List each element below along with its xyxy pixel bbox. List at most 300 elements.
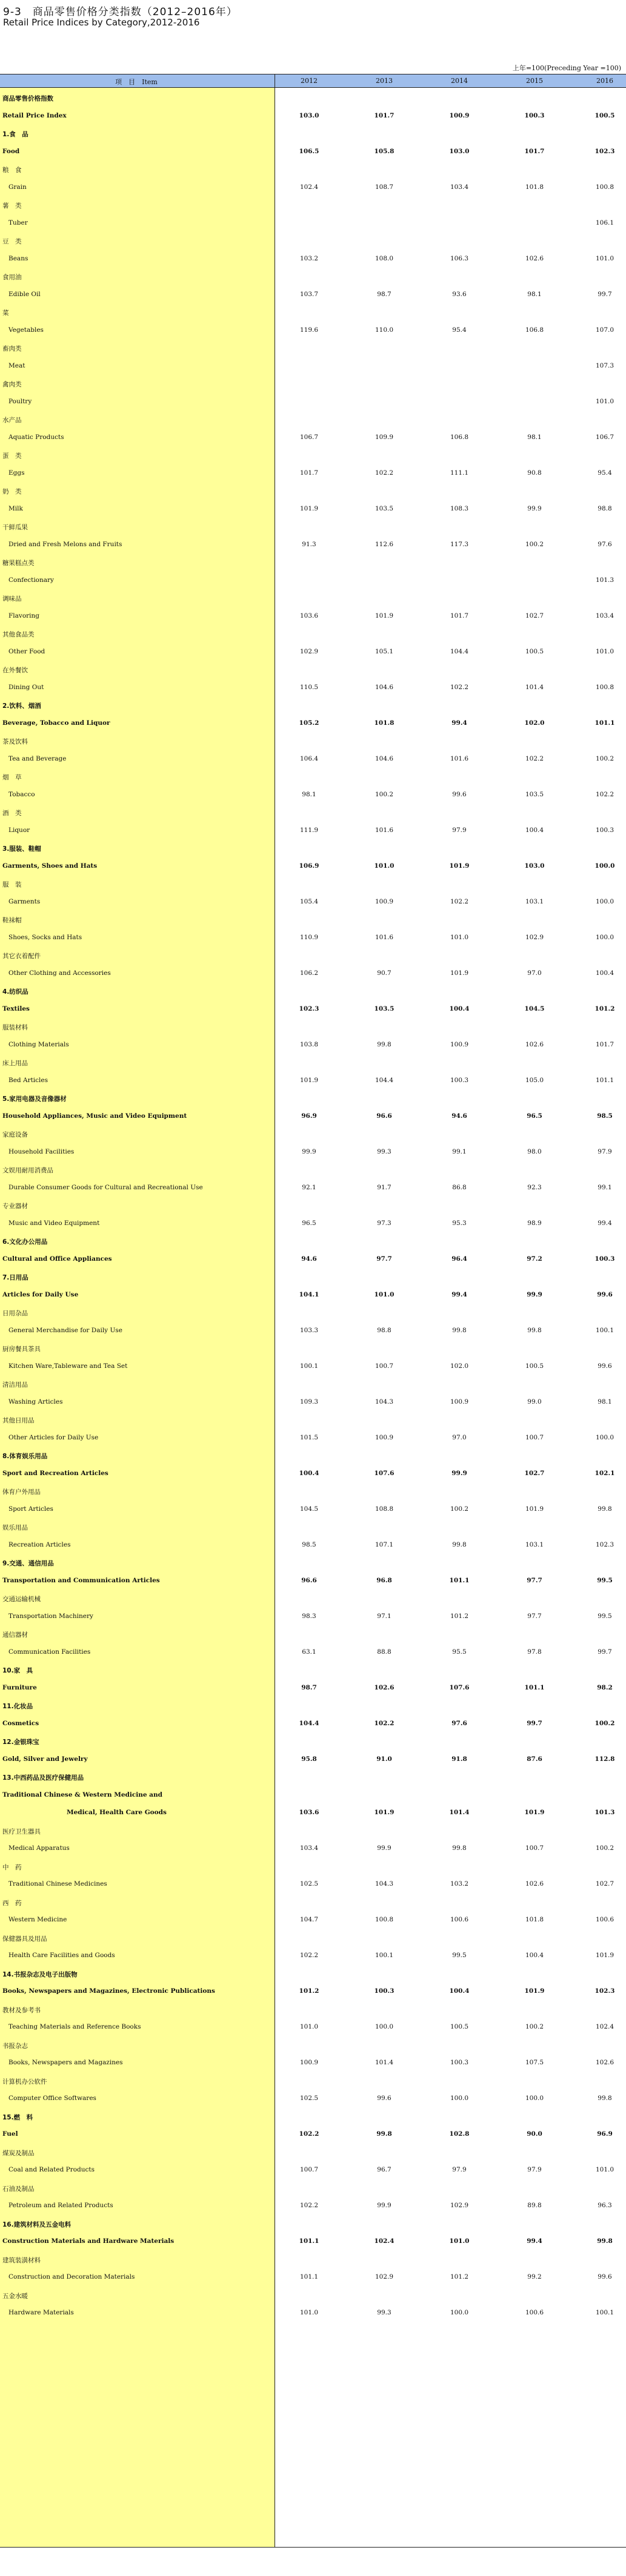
cell-value: 100.5 bbox=[594, 111, 615, 119]
header-year-2013: 2013 bbox=[376, 77, 393, 85]
cell-value: 103.3 bbox=[299, 1326, 319, 1334]
cell-value: 102.2 bbox=[450, 683, 469, 691]
row-label-en: Computer Office Softwares bbox=[8, 2095, 96, 2102]
cell-value: 98.8 bbox=[377, 1326, 391, 1334]
cell-value: 100.1 bbox=[375, 1952, 394, 1959]
row-label-en: Meat bbox=[8, 362, 25, 369]
table-row bbox=[0, 1664, 626, 1676]
row-label-en: Bed Articles bbox=[8, 1076, 48, 1084]
row-label-en: Clothing Materials bbox=[8, 1040, 69, 1048]
cell-value: 102.6 bbox=[525, 254, 544, 262]
cell-value: 102.3 bbox=[594, 1987, 615, 1995]
table-row bbox=[0, 1003, 626, 1016]
row-label-cn: 调味品 bbox=[2, 595, 22, 603]
row-label-cn: 教材及参考书 bbox=[2, 2006, 41, 2014]
row-label-en: Tea and Beverage bbox=[8, 755, 67, 762]
row-label-cn: 4.纺织品 bbox=[2, 988, 28, 996]
cell-value: 100.9 bbox=[450, 1040, 469, 1048]
row-label-cn: 10.家 具 bbox=[2, 1667, 33, 1674]
table-row bbox=[0, 949, 626, 962]
row-label-en: Grain bbox=[8, 183, 27, 191]
table-row bbox=[0, 2129, 626, 2141]
cell-value: 99.8 bbox=[452, 1326, 467, 1334]
cell-value: 106.4 bbox=[299, 755, 319, 762]
table-row bbox=[0, 682, 626, 694]
row-label-cn: 清洁用品 bbox=[2, 1381, 28, 1389]
cell-value: 100.3 bbox=[374, 1987, 395, 1995]
row-label-en: Furniture bbox=[2, 1683, 37, 1691]
cell-value: 102.6 bbox=[595, 2059, 614, 2066]
table-row bbox=[0, 1735, 626, 1748]
row-label-en: Garments, Shoes and Hats bbox=[2, 862, 98, 870]
header-year-2012: 2012 bbox=[301, 77, 318, 85]
table-row bbox=[0, 432, 626, 444]
cell-value: 96.3 bbox=[598, 2202, 612, 2209]
row-label-cn: 文娱用耐用消费品 bbox=[2, 1167, 53, 1174]
table-row bbox=[0, 2290, 626, 2302]
cell-value: 100.4 bbox=[525, 1952, 544, 1959]
cell-value: 96.9 bbox=[597, 2130, 613, 2138]
row-label-cn: 煤炭及制品 bbox=[2, 2149, 35, 2157]
row-label-cn: 菜 bbox=[2, 309, 9, 317]
cell-value: 100.3 bbox=[594, 1255, 615, 1263]
table-row bbox=[0, 325, 626, 337]
table-row bbox=[0, 110, 626, 122]
cell-value: 99.4 bbox=[451, 719, 467, 727]
row-label-cn: 医疗卫生器具 bbox=[2, 1828, 41, 1835]
table-row bbox=[0, 2254, 626, 2266]
cell-value: 100.3 bbox=[450, 1076, 469, 1084]
cell-value: 97.6 bbox=[451, 1719, 467, 1727]
cell-value: 112.8 bbox=[594, 1755, 615, 1763]
row-label-cn: 服装材料 bbox=[2, 1024, 28, 1031]
table-row bbox=[0, 1092, 626, 1105]
cell-value: 103.2 bbox=[299, 254, 319, 262]
table-row bbox=[0, 342, 626, 354]
cell-value: 101.0 bbox=[299, 2023, 319, 2030]
cell-value: 91.0 bbox=[376, 1755, 392, 1763]
table-row bbox=[0, 753, 626, 765]
cell-value: 107.3 bbox=[595, 362, 614, 369]
row-label-en: Beans bbox=[8, 254, 28, 262]
cell-value: 105.8 bbox=[374, 147, 395, 155]
cell-value: 102.6 bbox=[525, 1880, 544, 1887]
cell-value: 101.1 bbox=[449, 1576, 470, 1584]
row-label-en: Food bbox=[2, 147, 20, 155]
table-row bbox=[0, 1914, 626, 1926]
table-row bbox=[0, 396, 626, 408]
row-label-en: Traditional Chinese & Western Medicine and bbox=[2, 1791, 162, 1798]
row-label-en: Cosmetics bbox=[2, 1719, 39, 1727]
cell-value: 94.6 bbox=[451, 1112, 467, 1120]
cell-value: 108.3 bbox=[450, 504, 469, 512]
row-label-cn: 其他食品类 bbox=[2, 631, 35, 638]
row-label-en: Gold, Silver and Jewelry bbox=[2, 1755, 88, 1763]
table-row bbox=[0, 360, 626, 372]
cell-value: 106.7 bbox=[595, 433, 614, 441]
cell-value: 97.6 bbox=[598, 540, 612, 548]
row-label-en: Tobacco bbox=[8, 790, 35, 798]
row-label-en: Cultural and Office Appliances bbox=[2, 1255, 112, 1263]
row-label-cn: 茶及饮料 bbox=[2, 738, 28, 745]
row-label-cn: 15.燃 料 bbox=[2, 2113, 33, 2121]
row-label-en: Dining Out bbox=[8, 683, 44, 691]
row-label-en: Confectionary bbox=[8, 576, 54, 584]
cell-value: 100.0 bbox=[595, 933, 614, 941]
cell-value: 99.6 bbox=[377, 2095, 391, 2102]
cell-value: 102.1 bbox=[594, 1469, 615, 1477]
cell-value: 92.3 bbox=[527, 1183, 542, 1191]
table-row bbox=[0, 842, 626, 854]
cell-value: 91.8 bbox=[451, 1755, 467, 1763]
cell-value: 95.4 bbox=[452, 326, 467, 334]
table-row bbox=[0, 699, 626, 712]
cell-value: 106.5 bbox=[299, 147, 319, 155]
row-label-cn: 通信器材 bbox=[2, 1631, 28, 1639]
row-label-cn: 在外餐饮 bbox=[2, 667, 28, 674]
row-label-cn: 建筑装潢材料 bbox=[2, 2256, 41, 2264]
cell-value: 99.9 bbox=[377, 2202, 391, 2209]
table-row bbox=[0, 1450, 626, 1462]
cell-value: 99.9 bbox=[302, 1148, 316, 1155]
table-row bbox=[0, 1807, 626, 1819]
table-row bbox=[0, 1146, 626, 1158]
row-label-cn: 3.服装、鞋帽 bbox=[2, 845, 41, 853]
cell-value: 99.7 bbox=[527, 1719, 542, 1727]
table-row bbox=[0, 2271, 626, 2284]
table-row bbox=[0, 2200, 626, 2212]
cell-value: 100.2 bbox=[595, 1844, 614, 1852]
cell-value: 90.0 bbox=[527, 2130, 542, 2138]
table-row bbox=[0, 1414, 626, 1426]
cell-value: 101.8 bbox=[374, 719, 395, 727]
row-label-cn: 豆 类 bbox=[2, 238, 22, 245]
table-row bbox=[0, 556, 626, 569]
row-label-cn: 9.交通、通信用品 bbox=[2, 1560, 54, 1567]
cell-value: 100.0 bbox=[450, 2095, 469, 2102]
cell-value: 110.0 bbox=[375, 326, 394, 334]
cell-value: 102.4 bbox=[595, 2023, 614, 2030]
cell-value: 103.1 bbox=[525, 897, 544, 905]
table-row bbox=[0, 771, 626, 783]
cell-value: 102.4 bbox=[374, 2237, 395, 2245]
table-row bbox=[0, 1950, 626, 1962]
cell-value: 99.9 bbox=[377, 1844, 391, 1852]
table-row bbox=[0, 1200, 626, 1212]
table-row bbox=[0, 1075, 626, 1087]
cell-value: 108.8 bbox=[375, 1505, 394, 1513]
row-label-cn: 7.日用品 bbox=[2, 1274, 28, 1281]
cell-value: 101.7 bbox=[374, 111, 395, 119]
row-label-en: Aquatic Products bbox=[8, 433, 64, 441]
table-row bbox=[0, 1628, 626, 1640]
cell-value: 100.0 bbox=[525, 2095, 544, 2102]
cell-value: 102.7 bbox=[595, 1880, 614, 1887]
cell-value: 102.0 bbox=[524, 719, 545, 727]
cell-value: 101.7 bbox=[299, 469, 319, 477]
cell-value: 100.4 bbox=[299, 1469, 319, 1477]
cell-value: 100.5 bbox=[525, 647, 544, 655]
row-label-en: Vegetables bbox=[8, 326, 44, 334]
table-row bbox=[0, 2147, 626, 2159]
row-label-cn: 2.饮料、烟酒 bbox=[2, 702, 41, 710]
cell-value: 107.5 bbox=[525, 2059, 544, 2066]
cell-value: 101.0 bbox=[299, 2309, 319, 2316]
row-label-cn: 家庭设备 bbox=[2, 1131, 28, 1138]
table-row bbox=[0, 896, 626, 908]
cell-value: 119.6 bbox=[299, 326, 319, 334]
row-label-en: Shoes, Socks and Hats bbox=[8, 933, 82, 941]
cell-value: 97.2 bbox=[527, 1255, 542, 1263]
cell-value: 101.1 bbox=[299, 2237, 319, 2245]
table-title-en: Retail Price Indices by Category,2012-2016 bbox=[3, 17, 200, 28]
table-row bbox=[0, 1968, 626, 1980]
cell-value: 102.3 bbox=[595, 1541, 614, 1548]
table-row bbox=[0, 199, 626, 211]
cell-value: 98.1 bbox=[527, 433, 542, 441]
cell-value: 101.9 bbox=[299, 504, 319, 512]
cell-value: 100.4 bbox=[449, 1005, 470, 1012]
table-row bbox=[0, 1039, 626, 1051]
row-label-en: Milk bbox=[8, 504, 23, 512]
cell-value: 101.6 bbox=[375, 826, 394, 834]
cell-value: 100.4 bbox=[525, 826, 544, 834]
table-row bbox=[0, 1861, 626, 1873]
cell-value: 102.2 bbox=[450, 897, 469, 905]
row-label-cn: 奶 类 bbox=[2, 488, 22, 495]
cell-value: 98.9 bbox=[527, 1219, 542, 1227]
cell-value: 105.1 bbox=[375, 647, 394, 655]
row-label-cn: 薯 类 bbox=[2, 202, 22, 210]
cell-value: 100.1 bbox=[595, 2309, 614, 2316]
cell-value: 100.0 bbox=[375, 2023, 394, 2030]
cell-value: 96.5 bbox=[302, 1219, 316, 1227]
cell-value: 100.4 bbox=[595, 969, 614, 977]
cell-value: 99.6 bbox=[452, 790, 467, 798]
row-label-en: Teaching Materials and Reference Books bbox=[8, 2023, 141, 2030]
cell-value: 102.4 bbox=[299, 183, 319, 191]
row-label-en: Transportation and Communication Articles bbox=[2, 1576, 160, 1584]
cell-value: 101.1 bbox=[594, 719, 615, 727]
cell-value: 111.9 bbox=[299, 826, 319, 834]
cell-value: 101.8 bbox=[525, 183, 544, 191]
table-row bbox=[0, 2236, 626, 2248]
header-item: 项 目 Item bbox=[115, 78, 158, 86]
row-label-cn: 12.金银珠宝 bbox=[2, 1739, 39, 1746]
table-row bbox=[0, 503, 626, 515]
cell-value: 99.8 bbox=[598, 1505, 612, 1513]
cell-value: 110.9 bbox=[299, 933, 319, 941]
cell-value: 102.2 bbox=[525, 755, 544, 762]
table-row bbox=[0, 968, 626, 980]
row-label-en: Other Food bbox=[8, 647, 45, 655]
header-year-2014: 2014 bbox=[451, 77, 468, 85]
cell-value: 99.1 bbox=[452, 1148, 467, 1155]
cell-value: 92.1 bbox=[302, 1183, 316, 1191]
cell-value: 101.2 bbox=[450, 1612, 469, 1620]
table-row bbox=[0, 592, 626, 604]
cell-value: 101.6 bbox=[375, 933, 394, 941]
cell-value: 103.4 bbox=[299, 1844, 319, 1852]
cell-value: 101.9 bbox=[299, 1076, 319, 1084]
row-label-cn: 1.食 品 bbox=[2, 131, 28, 138]
table-row bbox=[0, 1878, 626, 1891]
cell-value: 99.8 bbox=[377, 1040, 391, 1048]
cell-value: 104.4 bbox=[375, 1076, 394, 1084]
cell-value: 96.4 bbox=[451, 1255, 467, 1263]
cell-value: 103.1 bbox=[525, 1541, 544, 1548]
table-row bbox=[0, 1932, 626, 1944]
row-label-en: Health Care Facilities and Goods bbox=[8, 1952, 115, 1959]
table-row bbox=[0, 1557, 626, 1569]
cell-value: 98.8 bbox=[598, 504, 612, 512]
cell-value: 99.0 bbox=[527, 1398, 542, 1405]
row-label-en: Washing Articles bbox=[8, 1398, 63, 1405]
cell-value: 106.9 bbox=[299, 862, 319, 870]
table-row bbox=[0, 1396, 626, 1409]
row-label-en: Kitchen Ware,Tableware and Tea Set bbox=[8, 1362, 128, 1370]
cell-value: 103.4 bbox=[450, 183, 469, 191]
table-row bbox=[0, 1789, 626, 1802]
cell-value: 101.2 bbox=[450, 2273, 469, 2280]
table-row bbox=[0, 914, 626, 926]
cell-value: 102.2 bbox=[299, 1952, 319, 1959]
cell-value: 101.1 bbox=[524, 1683, 545, 1691]
cell-value: 97.0 bbox=[527, 969, 542, 977]
cell-value: 104.3 bbox=[375, 1398, 394, 1405]
cell-value: 104.1 bbox=[299, 1290, 319, 1298]
row-label-cn: 保健器具及用品 bbox=[2, 1935, 47, 1943]
cell-value: 100.0 bbox=[594, 862, 615, 870]
cell-value: 101.0 bbox=[450, 933, 469, 941]
cell-value: 101.9 bbox=[375, 612, 394, 619]
cell-value: 101.2 bbox=[299, 1987, 319, 1995]
table-row bbox=[0, 235, 626, 247]
table-row bbox=[0, 2021, 626, 2033]
cell-value: 103.5 bbox=[525, 790, 544, 798]
row-label-cn: 5.家用电器及音像器材 bbox=[2, 1095, 67, 1103]
row-label-en: Western Medicine bbox=[8, 1916, 67, 1923]
cell-value: 100.2 bbox=[375, 790, 394, 798]
cell-value: 98.7 bbox=[377, 290, 391, 298]
cell-value: 101.9 bbox=[449, 862, 470, 870]
table-row bbox=[0, 253, 626, 265]
cell-value: 98.1 bbox=[302, 790, 316, 798]
table-row bbox=[0, 1253, 626, 1266]
cell-value: 99.9 bbox=[527, 1290, 542, 1298]
cell-value: 98.5 bbox=[302, 1541, 316, 1548]
cell-value: 105.2 bbox=[299, 719, 319, 727]
table-row bbox=[0, 92, 626, 104]
row-label-en: Liquor bbox=[8, 826, 30, 834]
cell-value: 95.3 bbox=[452, 1219, 467, 1227]
table-row bbox=[0, 1432, 626, 1444]
cell-value: 98.1 bbox=[598, 1398, 612, 1405]
table-row bbox=[0, 1271, 626, 1283]
cell-value: 103.6 bbox=[299, 1809, 319, 1816]
table-row bbox=[0, 271, 626, 283]
row-label-en: Construction Materials and Hardware Materials bbox=[2, 2237, 175, 2245]
cell-value: 101.8 bbox=[525, 1916, 544, 1923]
cell-value: 103.0 bbox=[449, 147, 470, 155]
cell-value: 100.7 bbox=[375, 1362, 394, 1370]
cell-value: 101.0 bbox=[374, 862, 395, 870]
row-label-cn: 床上用品 bbox=[2, 1060, 28, 1067]
cell-value: 97.9 bbox=[452, 2166, 467, 2173]
table-row bbox=[0, 664, 626, 676]
row-label-en: Coal and Related Products bbox=[8, 2166, 95, 2173]
cell-value: 89.8 bbox=[527, 2202, 542, 2209]
table-row bbox=[0, 718, 626, 730]
cell-value: 117.3 bbox=[450, 540, 469, 548]
table-row bbox=[0, 1611, 626, 1623]
row-label-cn: 服 装 bbox=[2, 881, 22, 888]
cell-value: 109.3 bbox=[299, 1398, 319, 1405]
row-label-cn: 食用油 bbox=[2, 274, 22, 281]
cell-value: 90.8 bbox=[527, 469, 542, 477]
cell-value: 101.5 bbox=[299, 1433, 319, 1441]
rule-header bbox=[0, 87, 626, 88]
cell-value: 97.7 bbox=[376, 1255, 392, 1263]
cell-value: 93.6 bbox=[452, 290, 467, 298]
cell-value: 101.7 bbox=[450, 612, 469, 619]
header-year-2015: 2015 bbox=[526, 77, 543, 85]
cell-value: 103.0 bbox=[524, 862, 545, 870]
cell-value: 101.0 bbox=[449, 2237, 470, 2245]
row-label-en: Recreation Articles bbox=[8, 1541, 71, 1548]
table-row bbox=[0, 610, 626, 623]
cell-value: 100.8 bbox=[595, 183, 614, 191]
cell-value: 111.1 bbox=[450, 469, 469, 477]
cell-value: 104.3 bbox=[375, 1880, 394, 1887]
cell-value: 103.4 bbox=[595, 612, 614, 619]
unit-note: 上年=100(Preceding Year =100) bbox=[512, 64, 621, 72]
cell-value: 102.9 bbox=[299, 647, 319, 655]
row-label-en: Edible Oil bbox=[8, 290, 41, 298]
table-row bbox=[0, 449, 626, 461]
table-row bbox=[0, 2004, 626, 2016]
cell-value: 105.4 bbox=[299, 897, 319, 905]
cell-value: 102.3 bbox=[594, 147, 615, 155]
table-row bbox=[0, 2111, 626, 2123]
cell-value: 101.0 bbox=[595, 2166, 614, 2173]
table-title-cn: 9-3 商品零售价格分类指数（2012–2016年） bbox=[3, 6, 238, 18]
cell-value: 96.5 bbox=[527, 1112, 542, 1120]
cell-value: 100.3 bbox=[450, 2059, 469, 2066]
cell-value: 97.7 bbox=[527, 1576, 542, 1584]
row-label-en: Construction and Decoration Materials bbox=[8, 2273, 135, 2280]
row-label-en: Poultry bbox=[8, 397, 32, 405]
cell-value: 103.5 bbox=[374, 1005, 395, 1012]
table-row bbox=[0, 1539, 626, 1551]
row-label-cn: 8.体育娱乐用品 bbox=[2, 1453, 48, 1460]
cell-value: 97.7 bbox=[527, 1612, 542, 1620]
table-row bbox=[0, 1593, 626, 1605]
cell-value: 108.0 bbox=[375, 254, 394, 262]
row-label-en: Household Appliances, Music and Video Equipment bbox=[2, 1112, 187, 1120]
cell-value: 91.7 bbox=[377, 1183, 391, 1191]
cell-value: 101.4 bbox=[375, 2059, 394, 2066]
cell-value: 96.8 bbox=[376, 1576, 392, 1584]
cell-value: 100.4 bbox=[449, 1987, 470, 1995]
table-row bbox=[0, 985, 626, 997]
row-label-cn: 体育户外用品 bbox=[2, 1488, 41, 1496]
row-label-en: Textiles bbox=[2, 1005, 30, 1012]
table-row bbox=[0, 735, 626, 747]
cell-value: 99.9 bbox=[451, 1469, 467, 1477]
table-row bbox=[0, 807, 626, 819]
cell-value: 100.9 bbox=[375, 897, 394, 905]
